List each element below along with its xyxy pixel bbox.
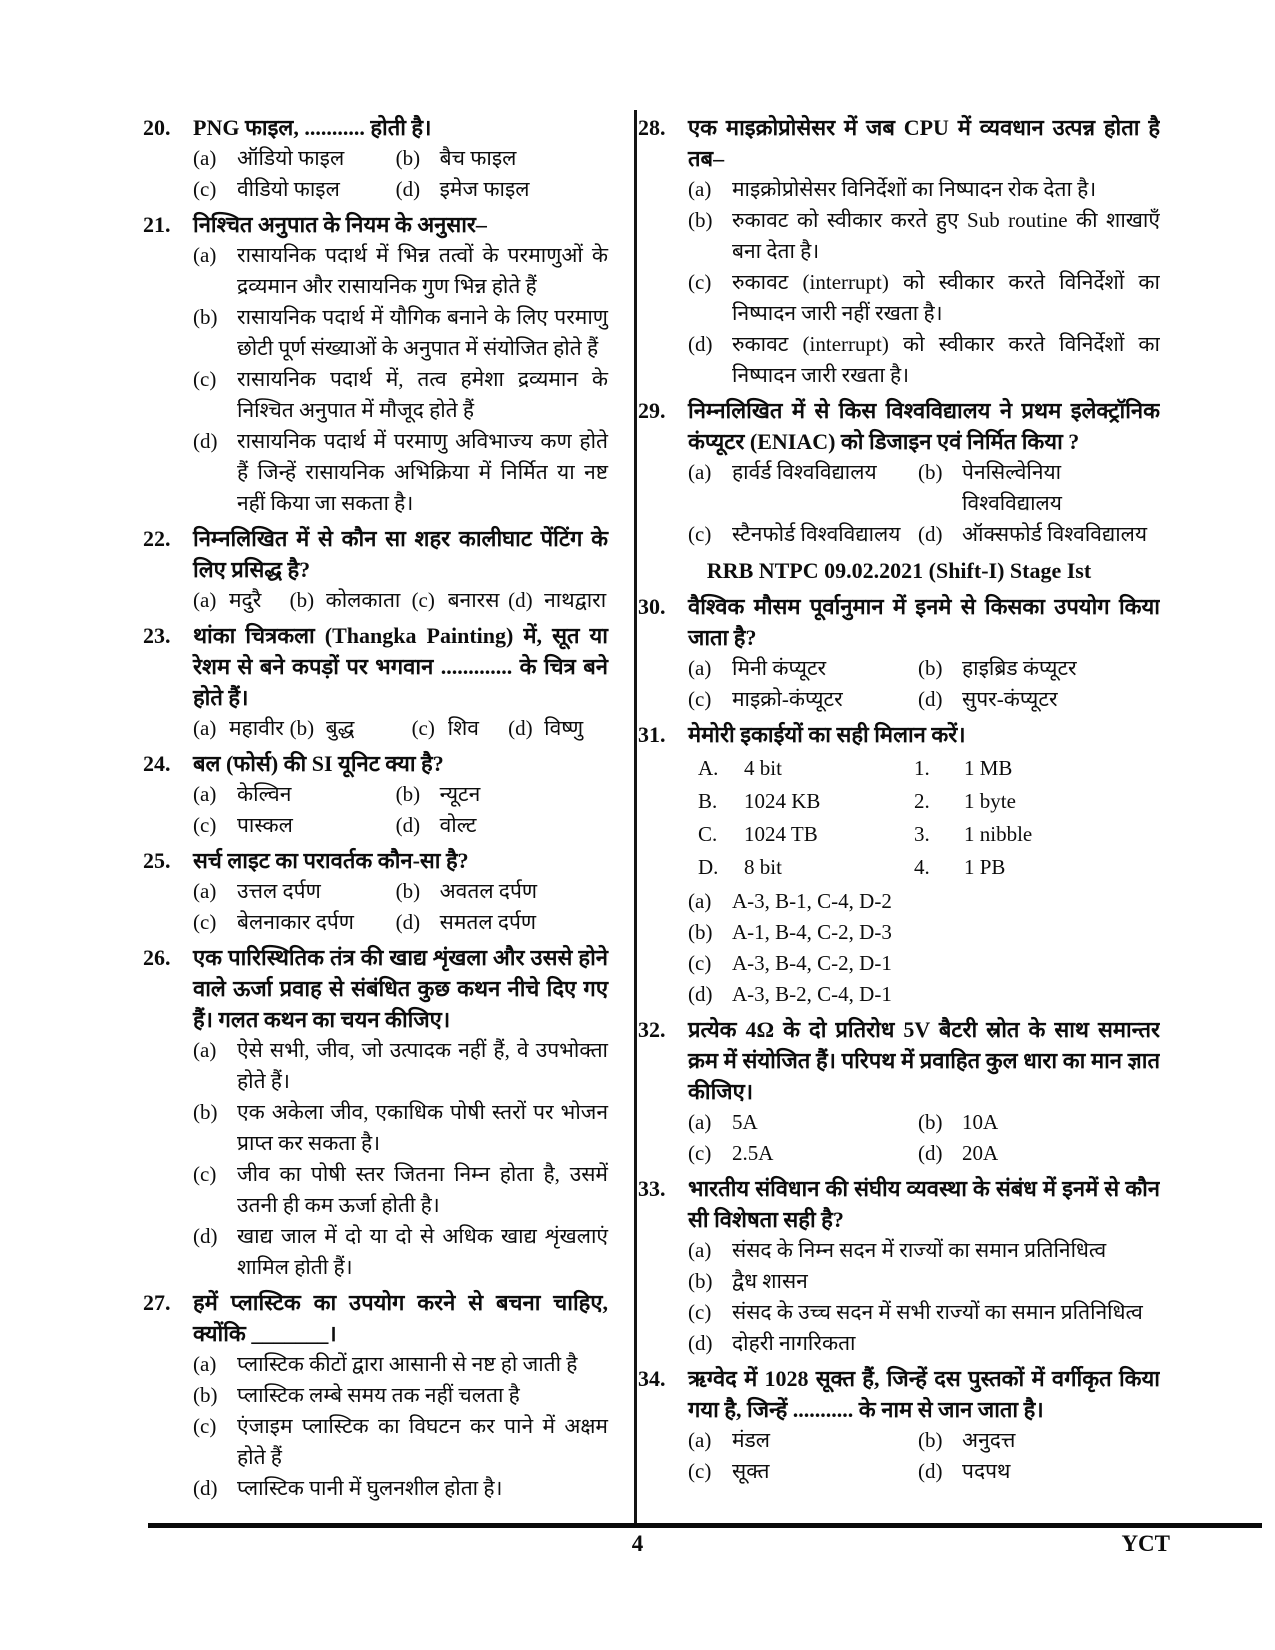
option-24c [193, 810, 390, 841]
option-27b [193, 1380, 608, 1411]
option-27a [193, 1349, 608, 1380]
option-text: इमेज फाइल [439, 177, 530, 201]
option-30c [688, 684, 912, 715]
column-divider [634, 110, 637, 1523]
option-label: (c) [411, 588, 435, 612]
option-text: ऐसे सभी, जीव, जो उत्पादक नहीं हैं, वे उपभोक्ता होते हैं। [237, 1038, 608, 1093]
option-label: (c) [688, 1141, 712, 1165]
option-label: (a) [193, 146, 217, 170]
option-label: (a) [688, 1428, 712, 1452]
option-label: (a) [193, 1038, 217, 1062]
match-left-text: 1024 TB [744, 822, 818, 846]
options-group [688, 457, 1160, 550]
option-label: (d) [395, 177, 421, 201]
question-stem: थांका चित्रकला (Thangka Painting) में, सूत या रेशम से बने कपड़ों पर भगवान ............. के चित्र बने होते हैं। [193, 623, 608, 710]
option-28c [688, 267, 1160, 329]
question-body [193, 1287, 608, 1504]
option-text: रासायनिक पदार्थ में यौगिक बनाने के लिए परमाणु छोटी पूर्ण संख्याओं के अनुपात में संयोजित होते हैं [237, 305, 608, 360]
question-body [193, 112, 608, 205]
option-32b [918, 1107, 1160, 1138]
option-text: विष्णु [544, 716, 584, 740]
option-text: न्यूटन [439, 782, 481, 806]
question-number: 29. [638, 398, 666, 423]
option-33d [688, 1328, 1160, 1359]
option-text: 10A [962, 1110, 999, 1134]
option-23c [412, 713, 505, 744]
option-label: (a) [193, 879, 217, 903]
question-stem: प्रत्येक 4Ω के दो प्रतिरोध 5V बैटरी स्रोत के साथ समान्तर क्रम में संयोजित हैं। परिपथ में प्रवाहित कुल धारा का मान ज्ञात कीजिए। [688, 1017, 1160, 1104]
option-label: (a) [688, 460, 712, 484]
question-25 [143, 845, 608, 938]
option-text: शिव [447, 716, 479, 740]
option-34b [918, 1425, 1160, 1456]
option-label: (b) [918, 1110, 943, 1134]
option-label: (a) [688, 177, 712, 201]
option-27d [193, 1473, 608, 1504]
question-stem: वैश्विक मौसम पूर्वानुमान में इनमे से किसका उपयोग किया जाता है? [688, 594, 1160, 650]
option-label: (b) [395, 879, 421, 903]
match-right-label: 3. [914, 822, 930, 846]
option-label: (b) [918, 656, 943, 680]
option-label: (b) [395, 782, 421, 806]
option-label: (a) [193, 782, 217, 806]
option-text: एंजाइम प्लास्टिक का विघटन कर पाने में अक्षम होते हैं [237, 1414, 608, 1469]
options-group [193, 713, 608, 744]
option-text: रुकावट (interrupt) को स्वीकार करते विनिर्देशों का निष्पादन जारी नहीं रखता है। [732, 270, 1160, 325]
option-text: A-3, B-1, C-4, D-2 [732, 889, 892, 913]
option-text: उत्तल दर्पण [237, 879, 321, 903]
option-27c [193, 1411, 608, 1473]
option-text: माइक्रो-कंप्यूटर [732, 687, 843, 711]
option-label: (d) [918, 1459, 943, 1483]
option-29b [918, 457, 1160, 519]
question-number: 21. [143, 212, 171, 237]
option-text: रुकावट (interrupt) को स्वीकार करते विनिर्देशों का निष्पादन जारी रखता है। [732, 332, 1160, 387]
option-29d [918, 519, 1160, 550]
question-columns [143, 112, 1160, 1522]
option-32d [918, 1138, 1160, 1169]
match-left-label: C. [698, 822, 718, 846]
option-29c [688, 519, 912, 550]
option-text: सुपर-कंप्यूटर [962, 687, 1058, 711]
option-30b [918, 653, 1160, 684]
question-number: 34. [638, 1366, 666, 1391]
question-stem: सर्च लाइट का परावर्तक कौन-सा है? [193, 848, 469, 873]
option-text: हाइब्रिड कंप्यूटर [962, 656, 1077, 680]
option-text: ऑक्सफोर्ड विश्वविद्यालय [962, 522, 1148, 546]
option-22c [412, 585, 505, 616]
option-text: स्टैनफोर्ड विश्वविद्यालय [732, 522, 901, 546]
option-text: प्लास्टिक कीटों द्वारा आसानी से नष्ट हो जाती है [237, 1352, 578, 1376]
option-25c [193, 907, 390, 938]
option-text: कोलकाता [325, 588, 401, 612]
option-text: खाद्य जाल में दो या दो से अधिक खाद्य शृंखलाएं शामिल होती हैं। [237, 1224, 608, 1279]
match-right-text: 1 nibble [964, 822, 1033, 846]
match-left-label: A. [698, 756, 719, 780]
option-text: 20A [962, 1141, 999, 1165]
option-label: (b) [918, 1428, 943, 1452]
option-label: (b) [688, 920, 713, 944]
option-label: (b) [918, 460, 943, 484]
option-text: अवतल दर्पण [439, 879, 538, 903]
option-23a [193, 713, 286, 744]
match-left-text: 4 bit [744, 756, 782, 780]
option-label: (b) [193, 1383, 218, 1407]
question-32 [638, 1014, 1160, 1169]
option-28b [688, 205, 1160, 267]
question-number: 20. [143, 115, 171, 140]
option-31b [688, 917, 1160, 948]
option-25b [396, 876, 608, 907]
option-20a [193, 143, 390, 174]
option-20c [193, 174, 390, 205]
option-text: मिनी कंप्यूटर [732, 656, 827, 680]
option-label: (a) [688, 656, 712, 680]
option-text: A-1, B-4, C-2, D-3 [732, 920, 892, 944]
question-number: 23. [143, 623, 171, 648]
question-body [688, 1173, 1160, 1359]
question-body [688, 1014, 1160, 1169]
question-number: 25. [143, 848, 171, 873]
option-text: बेलनाकार दर्पण [237, 910, 354, 934]
option-label: (b) [193, 1100, 218, 1124]
option-label: (d) [193, 1224, 218, 1248]
question-body [193, 523, 608, 616]
option-text: A-3, B-4, C-2, D-1 [732, 951, 892, 975]
option-34a [688, 1425, 912, 1456]
option-text: रुकावट को स्वीकार करते हुए Sub routine की शाखाएँ बना देता है। [732, 208, 1160, 263]
match-left-label: D. [698, 855, 719, 879]
option-label: (b) [395, 146, 421, 170]
option-text: दोहरी नागरिकता [732, 1331, 856, 1355]
option-label: (c) [411, 716, 435, 740]
option-21d [193, 426, 608, 519]
option-label: (d) [688, 982, 713, 1006]
option-text: संसद के निम्न सदन में राज्यों का समान प्रतिनिधित्व [732, 1238, 1107, 1262]
option-34c [688, 1456, 912, 1487]
option-22b [290, 585, 408, 616]
option-25a [193, 876, 390, 907]
options-group [193, 240, 608, 519]
question-body [193, 209, 608, 519]
option-text: पास्कल [237, 813, 293, 837]
option-text: माइक्रोप्रोसेसर विनिर्देशों का निष्पादन रोक देता है। [732, 177, 1097, 201]
option-33c [688, 1297, 1160, 1328]
question-27 [143, 1287, 608, 1504]
options-group [688, 174, 1160, 391]
option-label: (c) [193, 367, 217, 391]
option-29a [688, 457, 912, 519]
options-group [688, 1235, 1160, 1359]
option-label: (a) [688, 889, 712, 913]
option-31a [688, 886, 1160, 917]
question-stem: निम्नलिखित में से किस विश्वविद्यालय ने प्रथम इलेक्ट्रॉनिक कंप्यूटर (ENIAC) को डिजाइन एवं निर्मित किया ? [688, 398, 1160, 454]
option-31c [688, 948, 1160, 979]
option-text: मंडल [732, 1428, 771, 1452]
question-number: 30. [638, 594, 666, 619]
options-group [688, 886, 1160, 1010]
question-body [688, 112, 1160, 391]
option-text: महावीर [229, 716, 284, 740]
option-33a [688, 1235, 1160, 1266]
question-number: 31. [638, 722, 666, 747]
option-text: 5A [732, 1110, 758, 1134]
option-text: जीव का पोषी स्तर जितना निम्न होता है, उसमें उतनी ही कम ऊर्जा होती है। [237, 1162, 608, 1217]
question-31 [638, 719, 1160, 1010]
question-stem: निम्नलिखित में से कौन सा शहर कालीघाट पेंटिंग के लिए प्रसिद्ध है? [193, 526, 608, 582]
options-group [193, 143, 608, 205]
option-25d [396, 907, 608, 938]
option-label: (d) [193, 1476, 218, 1500]
question-number: 27. [143, 1290, 171, 1315]
question-body [688, 719, 1160, 1010]
question-stem: बल (फोर्स) की SI यूनिट क्या है? [193, 751, 444, 776]
option-label: (c) [688, 951, 712, 975]
option-23b [290, 713, 408, 744]
option-label: (a) [688, 1110, 712, 1134]
option-20d [396, 174, 608, 205]
question-stem: निश्चित अनुपात के नियम के अनुसार– [193, 212, 487, 237]
option-label: (d) [193, 429, 218, 453]
question-26 [143, 942, 608, 1283]
option-text: प्लास्टिक लम्बे समय तक नहीं चलता है [237, 1383, 520, 1407]
options-group [193, 876, 608, 938]
option-label: (b) [289, 588, 315, 612]
question-number: 32. [638, 1017, 666, 1042]
option-label: (c) [193, 813, 217, 837]
question-stem: ऋग्वेद में 1028 सूक्त हैं, जिन्हें दस पुस्तकों में वर्गीकृत किया गया है, जिन्हें ........... के नाम से जान जाता है। [688, 1366, 1160, 1422]
option-text: समतल दर्पण [439, 910, 537, 934]
option-text: केल्विन [237, 782, 292, 806]
match-right-label: 1. [914, 756, 930, 780]
options-group [193, 1349, 608, 1504]
option-label: (a) [193, 243, 217, 267]
question-29 [638, 395, 1160, 550]
options-group [193, 1035, 608, 1283]
question-stem: मेमोरी इकाईयों का सही मिलान करें। [688, 722, 966, 747]
option-label: (d) [395, 910, 421, 934]
question-stem: भारतीय संविधान की संघीय व्यवस्था के संबंध में इनमें से कौन सी विशेषता सही है? [688, 1176, 1160, 1232]
option-32c [688, 1138, 912, 1169]
page-number: 4 [631, 1531, 644, 1556]
option-text: द्वैध शासन [732, 1269, 808, 1293]
question-21 [143, 209, 608, 519]
option-28a [688, 174, 1160, 205]
match-right-label: 2. [914, 789, 930, 813]
option-text: अनुदत्त [962, 1428, 1016, 1452]
option-30d [918, 684, 1160, 715]
option-label: (b) [289, 716, 315, 740]
option-text: 2.5A [732, 1141, 774, 1165]
option-28d [688, 329, 1160, 391]
question-body [688, 1363, 1160, 1487]
option-label: (d) [918, 1141, 943, 1165]
option-23d [508, 713, 608, 744]
match-left-text: 1024 KB [744, 789, 821, 813]
option-text: रासायनिक पदार्थ में परमाणु अविभाज्य कण होते हैं जिन्हें रासायनिक अभिक्रिया में निर्मित या नष्ट नहीं किया जा सकता है। [237, 429, 608, 515]
option-22d [508, 585, 608, 616]
option-text: ऑडियो फाइल [237, 146, 345, 170]
question-28 [638, 112, 1160, 391]
option-text: वीडियो फाइल [237, 177, 340, 201]
option-24d [396, 810, 608, 841]
option-label: (d) [508, 588, 533, 612]
option-text: बुद्ध [325, 716, 355, 740]
option-22a [193, 585, 286, 616]
option-26c [193, 1159, 608, 1221]
option-text: नाथद्वारा [544, 588, 607, 612]
question-body [688, 591, 1160, 715]
match-left-label: B. [698, 789, 718, 813]
question-33 [638, 1173, 1160, 1359]
option-30a [688, 653, 912, 684]
option-text: बनारस [447, 588, 500, 612]
question-22 [143, 523, 608, 616]
question-stem: हमें प्लास्टिक का उपयोग करने से बचना चाहिए, क्योंकि _______। [193, 1290, 608, 1346]
option-text: एक अकेला जीव, एकाधिक पोषी स्तरों पर भोजन प्राप्त कर सकता है। [237, 1100, 608, 1155]
question-23 [143, 620, 608, 744]
option-label: (b) [688, 1269, 713, 1293]
option-label: (b) [688, 208, 713, 232]
question-stem: एक पारिस्थितिक तंत्र की खाद्य शृंखला और उससे होने वाले ऊर्जा प्रवाह से संबंधित कुछ कथन नीचे दिए गए हैं। गलत कथन का चयन कीजिए। [193, 945, 608, 1032]
option-label: (d) [395, 813, 421, 837]
match-left-text: 8 bit [744, 855, 782, 879]
options-group [193, 779, 608, 841]
option-label: (c) [193, 1162, 217, 1186]
question-body [193, 845, 608, 938]
match-right-text: 1 PB [964, 855, 1006, 879]
question-30 [638, 591, 1160, 715]
match-list [698, 752, 1160, 884]
question-34 [638, 1363, 1160, 1487]
option-label: (c) [193, 910, 217, 934]
option-34d [918, 1456, 1160, 1487]
option-24b [396, 779, 608, 810]
option-text: हार्वर्ड विश्वविद्यालय [732, 460, 877, 484]
match-right-text: 1 MB [964, 756, 1013, 780]
question-body [193, 620, 608, 744]
option-label: (c) [688, 270, 712, 294]
options-group [688, 1425, 1160, 1487]
question-number: 26. [143, 945, 171, 970]
options-group [193, 585, 608, 616]
question-stem: PNG फाइल, ........... होती है। [193, 115, 432, 140]
option-21a [193, 240, 608, 302]
question-body [193, 942, 608, 1283]
option-label: (d) [688, 1331, 713, 1355]
option-31d [688, 979, 1160, 1010]
option-label: (d) [918, 522, 943, 546]
option-text: संसद के उच्च सदन में सभी राज्यों का समान प्रतिनिधित्व [732, 1300, 1143, 1324]
option-text: प्लास्टिक पानी में घुलनशील होता है। [237, 1476, 503, 1500]
options-group [688, 1107, 1160, 1169]
question-body [688, 395, 1160, 550]
option-label: (c) [688, 687, 712, 711]
question-20 [143, 112, 608, 205]
match-right-label: 4. [914, 855, 930, 879]
option-text: A-3, B-2, C-4, D-1 [732, 982, 892, 1006]
option-label: (c) [688, 1459, 712, 1483]
question-number: 28. [638, 115, 666, 140]
footer-rule [148, 1523, 1262, 1528]
right-column [620, 112, 1160, 1522]
exam-source-reference: RRB NTPC 09.02.2021 (Shift-I) Stage Ist [706, 558, 1092, 583]
left-column [143, 112, 620, 1522]
question-number: 24. [143, 751, 171, 776]
option-text: सूक्त [732, 1459, 770, 1483]
option-label: (c) [193, 177, 217, 201]
option-label: (d) [918, 687, 943, 711]
option-label: (a) [688, 1238, 712, 1262]
option-20b [396, 143, 608, 174]
question-number: 22. [143, 526, 171, 551]
options-group [688, 653, 1160, 715]
option-text: वोल्ट [439, 813, 477, 837]
option-text: रासायनिक पदार्थ में भिन्न तत्वों के परमाणुओं के द्रव्यमान और रासायनिक गुण भिन्न होते हैं [237, 243, 608, 298]
match-right-text: 1 byte [964, 789, 1016, 813]
option-26d [193, 1221, 608, 1283]
question-body [193, 748, 608, 841]
option-32a [688, 1107, 912, 1138]
option-label: (a) [193, 588, 217, 612]
option-label: (a) [193, 1352, 217, 1376]
option-label: (b) [193, 305, 218, 329]
option-label: (c) [193, 1414, 217, 1438]
option-label: (d) [688, 332, 713, 356]
option-33b [688, 1266, 1160, 1297]
question-24 [143, 748, 608, 841]
option-text: पदपथ [962, 1459, 1011, 1483]
option-text: रासायनिक पदार्थ में, तत्व हमेशा द्रव्यमान के निश्चित अनुपात में मौजूद होते हैं [237, 367, 608, 422]
option-21c [193, 364, 608, 426]
option-21b [193, 302, 608, 364]
option-label: (c) [688, 522, 712, 546]
publisher-mark: YCT [1121, 1531, 1170, 1556]
question-number: 33. [638, 1176, 666, 1201]
option-24a [193, 779, 390, 810]
option-label: (c) [688, 1300, 712, 1324]
question-stem: एक माइक्रोप्रोसेसर में जब CPU में व्यवधान उत्पन्न होता है तब– [688, 115, 1160, 171]
option-text: पेनसिल्वेनिया विश्वविद्यालय [962, 460, 1062, 515]
option-text: बैच फाइल [439, 146, 517, 170]
option-26b [193, 1097, 608, 1159]
option-label: (a) [193, 716, 217, 740]
option-26a [193, 1035, 608, 1097]
option-text: मदुरै [229, 588, 262, 612]
option-label: (d) [508, 716, 533, 740]
